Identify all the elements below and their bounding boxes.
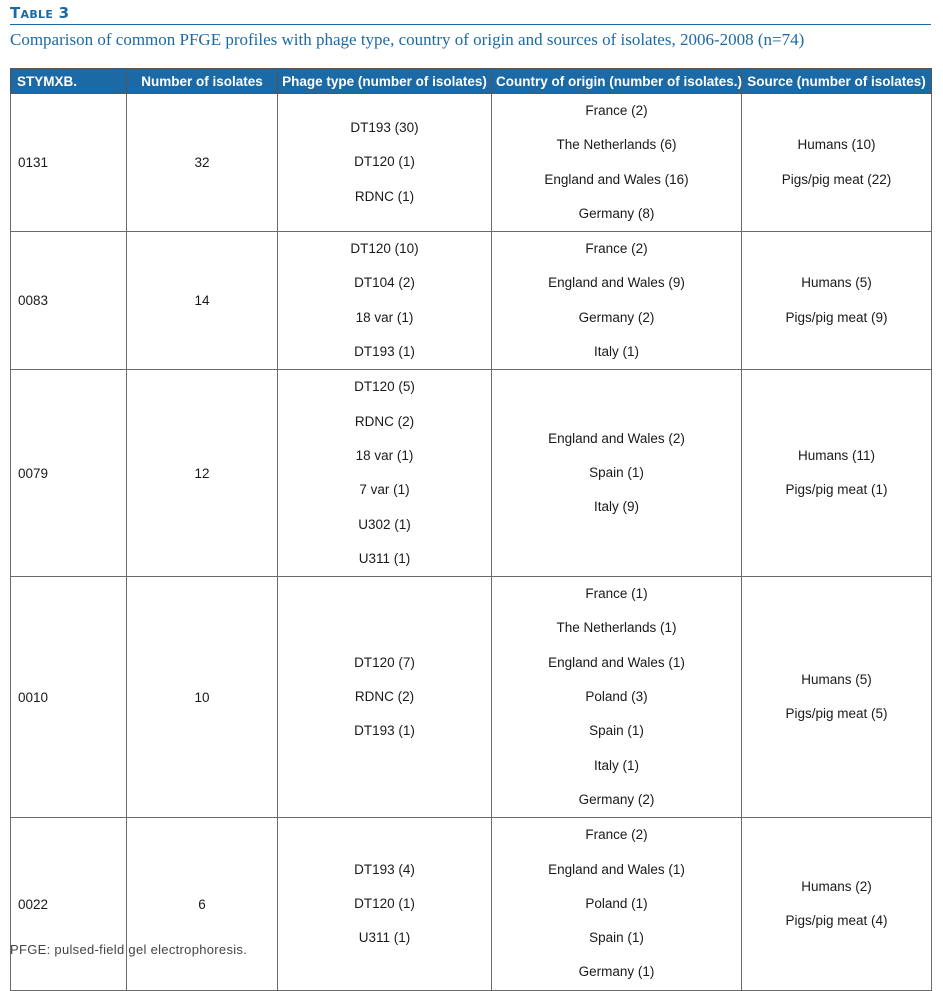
title-rule — [10, 24, 931, 25]
cell-entry: 18 var (1) — [355, 309, 414, 325]
cell-entry: Italy (1) — [593, 757, 639, 773]
header-row — [11, 69, 932, 94]
column-header-phage-type: Phage type (number of isolates) — [278, 69, 492, 94]
table-row — [11, 94, 932, 232]
source-cell — [742, 94, 932, 232]
cell-entry: Germany (2) — [578, 309, 655, 325]
cell-entry: England and Wales (9) — [548, 275, 685, 291]
phage-type-cell — [278, 370, 492, 577]
number-of-isolates-cell: 10 — [127, 577, 278, 818]
cell-entry: England and Wales (1) — [548, 861, 685, 877]
cell-entry: U302 (1) — [358, 516, 411, 532]
stymxb-cell: 0022 — [11, 818, 127, 991]
cell-entry: Humans (10) — [797, 137, 876, 153]
cell-entry: DT120 (10) — [350, 241, 419, 257]
phage-type-cell — [278, 232, 492, 370]
cell-entry: Pigs/pig meat (1) — [785, 482, 888, 498]
cell-entry: Spain (1) — [589, 930, 644, 946]
number-of-isolates-cell: 14 — [127, 232, 278, 370]
country-of-origin-cell — [492, 577, 742, 818]
column-header-source: Source (number of isolates) — [742, 69, 932, 94]
cell-entry: Poland (1) — [585, 895, 648, 911]
cell-entry: U311 (1) — [358, 550, 411, 566]
phage-type-cell — [278, 94, 492, 232]
table-row — [11, 370, 932, 577]
table-row — [11, 818, 932, 991]
cell-entry: Poland (3) — [585, 689, 648, 705]
cell-entry: DT193 (30) — [350, 120, 419, 136]
cell-entry: RDNC (2) — [354, 689, 415, 705]
cell-entry: DT120 (5) — [354, 379, 415, 395]
cell-entry: England and Wales (2) — [548, 430, 685, 446]
cell-entry: DT120 (7) — [354, 654, 415, 670]
stymxb-cell: 0083 — [11, 232, 127, 370]
cell-entry: France (2) — [585, 827, 648, 843]
footnote: PFGE: pulsed-field gel electrophoresis. — [10, 942, 248, 957]
cell-entry: 7 var (1) — [359, 482, 410, 498]
cell-entry: Germany (1) — [578, 964, 655, 980]
cell-entry: France (2) — [585, 241, 648, 257]
cell-entry: RDNC (1) — [354, 188, 415, 204]
number-of-isolates-cell: 12 — [127, 370, 278, 577]
column-header-country-of-origin: Country of origin (number of isolates.) — [492, 69, 742, 94]
cell-entry: Pigs/pig meat (9) — [785, 309, 888, 325]
country-of-origin-cell — [492, 370, 742, 577]
cell-entry: England and Wales (16) — [544, 171, 689, 187]
cell-entry: DT104 (2) — [354, 275, 415, 291]
cell-entry: Germany (2) — [578, 791, 655, 807]
cell-entry: France (2) — [585, 103, 648, 118]
table-label: Table 3 — [10, 4, 70, 22]
cell-entry: Humans (5) — [801, 275, 872, 291]
number-of-isolates-cell: 32 — [127, 94, 278, 232]
cell-entry: Spain (1) — [589, 465, 644, 481]
cell-entry: DT193 (1) — [354, 723, 415, 739]
table-caption: Comparison of common PFGE profiles with phage type, country of origin and sources of isolates, 2006-2008 (n=74) — [10, 30, 805, 49]
cell-entry: DT193 (1) — [354, 344, 415, 360]
source-cell — [742, 232, 932, 370]
stymxb-cell: 0079 — [11, 370, 127, 577]
source-cell — [742, 818, 932, 991]
table-row — [11, 232, 932, 370]
cell-entry: The Netherlands (6) — [556, 137, 677, 153]
cell-entry: The Netherlands (1) — [556, 620, 677, 636]
cell-entry: RDNC (2) — [354, 413, 415, 429]
table-body — [11, 94, 932, 991]
column-header-number-of-isolates: Number of isolates — [127, 69, 278, 94]
cell-entry: Humans (5) — [801, 671, 872, 687]
phage-type-cell — [278, 577, 492, 818]
stymxb-cell: 0131 — [11, 94, 127, 232]
cell-entry: England and Wales (1) — [548, 654, 685, 670]
stymxb-cell: 0010 — [11, 577, 127, 818]
cell-entry: DT120 (1) — [354, 154, 415, 170]
cell-entry: 18 var (1) — [355, 447, 414, 463]
cell-entry: Humans (2) — [801, 878, 872, 894]
country-of-origin-cell — [492, 94, 742, 232]
table-row — [11, 577, 932, 818]
cell-entry: DT120 (1) — [354, 895, 415, 911]
cell-entry: Italy (9) — [593, 499, 639, 515]
source-cell — [742, 577, 932, 818]
column-header-stymxb: STYMXB. — [11, 69, 127, 94]
cell-entry: France (1) — [585, 586, 648, 602]
source-cell — [742, 370, 932, 577]
number-of-isolates-cell: 6 — [127, 818, 278, 991]
cell-entry: Pigs/pig meat (5) — [785, 706, 888, 722]
country-of-origin-cell — [492, 232, 742, 370]
cell-entry: Humans (11) — [797, 447, 876, 463]
cell-entry: Germany (8) — [578, 205, 655, 221]
data-table — [10, 68, 932, 991]
cell-entry: Spain (1) — [589, 723, 644, 739]
cell-entry: DT193 (4) — [354, 861, 415, 877]
country-of-origin-cell — [492, 818, 742, 991]
cell-entry: Pigs/pig meat (4) — [785, 913, 888, 929]
cell-entry: U311 (1) — [358, 930, 411, 946]
cell-entry: Pigs/pig meat (22) — [781, 171, 892, 187]
cell-entry: Italy (1) — [593, 344, 639, 360]
phage-type-cell — [278, 818, 492, 991]
